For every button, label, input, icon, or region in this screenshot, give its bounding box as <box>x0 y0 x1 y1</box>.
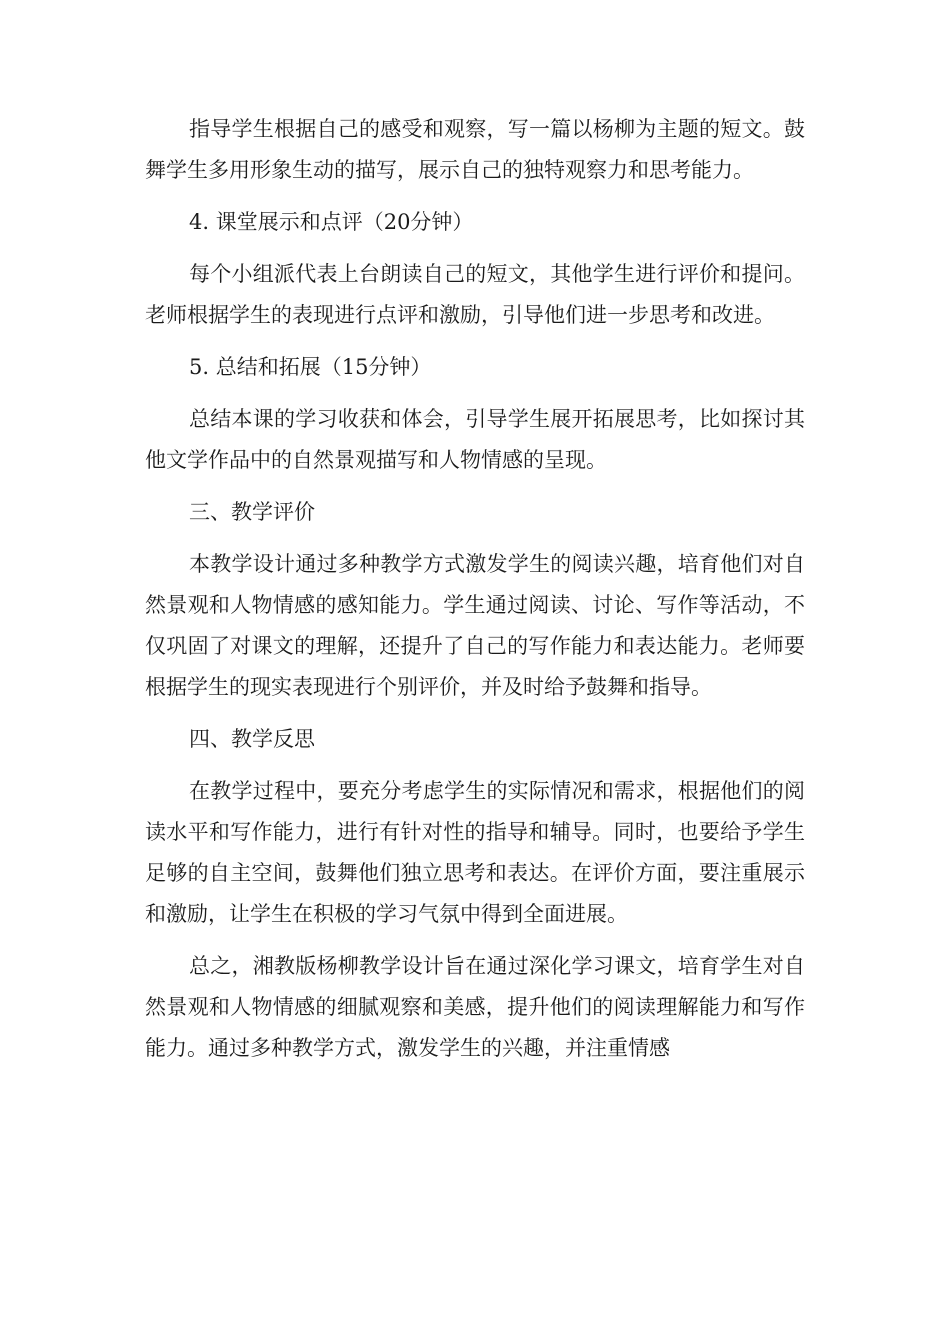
section-heading-summary: 5. 总结和拓展（15分钟） <box>189 355 432 379</box>
section-heading-presentation: 4. 课堂展示和点评（20分钟） <box>189 210 474 234</box>
paragraph-presentation: 每个小组派代表上台朗读自己的短文，其他学生进行评价和提问。老师根据学生的表现进行点评和激励，引导他们进一步思考和改进。 <box>145 262 805 327</box>
paragraph-conclusion: 总之，湘教版杨柳教学设计旨在通过深化学习课文，培育学生对自然景观和人物情感的细腻观察和美感，提升他们的阅读理解能力和写作能力。通过多种教学方式，激发学生的兴趣，并注重情感 <box>145 954 805 1060</box>
paragraph-evaluation: 本教学设计通过多种教学方式激发学生的阅读兴趣，培育他们对自然景观和人物情感的感知能力。学生通过阅读、讨论、写作等活动，不仅巩固了对课文的理解，还提升了自己的写作能力和表达能力。老师要根据学生的现实表现进行个别评价，并及时给予鼓舞和指导。 <box>145 552 805 699</box>
document-body <box>145 109 805 1080</box>
section-heading-reflection: 四、教学反思 <box>189 727 315 751</box>
paragraph-writing-guidance: 指导学生根据自己的感受和观察，写一篇以杨柳为主题的短文。鼓舞学生多用形象生动的描写，展示自己的独特观察力和思考能力。 <box>145 117 805 182</box>
paragraph-reflection: 在教学过程中，要充分考虑学生的实际情况和需求，根据他们的阅读水平和写作能力，进行有针对性的指导和辅导。同时，也要给予学生足够的自主空间，鼓舞他们独立思考和表达。在评价方面，要注重展示和激励，让学生在积极的学习气氛中得到全面进展。 <box>145 779 805 926</box>
paragraph-summary: 总结本课的学习收获和体会，引导学生展开拓展思考，比如探讨其他文学作品中的自然景观描写和人物情感的呈现。 <box>145 407 805 472</box>
section-heading-evaluation: 三、教学评价 <box>189 500 315 524</box>
